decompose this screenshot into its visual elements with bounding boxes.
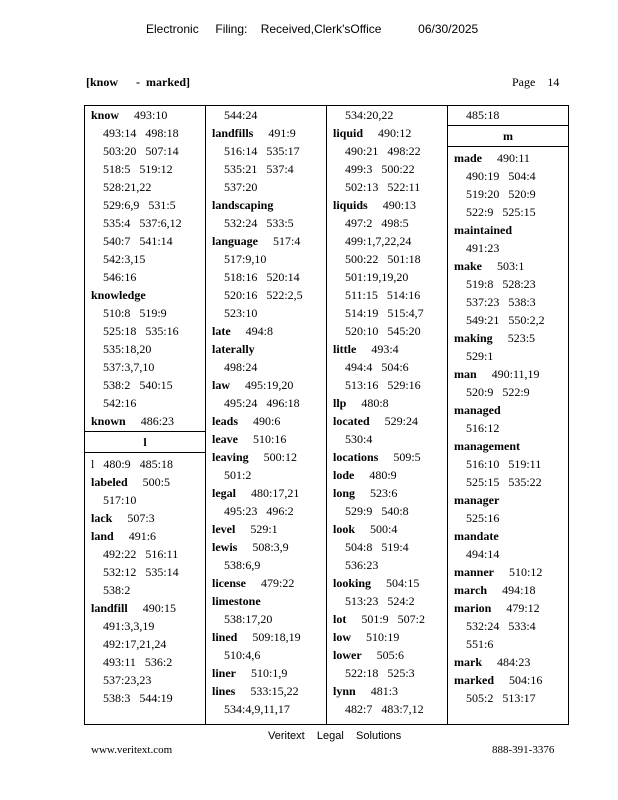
reference-line: 505:2 513:17: [466, 691, 536, 705]
entry-references: 500:12: [263, 450, 298, 464]
reference-line: 519:20 520:9: [466, 187, 536, 201]
entry-references: 500:4: [370, 522, 398, 536]
reference-line: 501:19,19,20: [345, 270, 409, 284]
index-entry: [206, 322, 326, 340]
reference-line: 538:17,20: [224, 612, 273, 626]
entry-word: marked: [454, 673, 494, 687]
index-entry: [327, 646, 447, 664]
reference-line: 490:21 498:22: [345, 144, 421, 158]
entry-word: lode: [333, 468, 355, 482]
reference-line: 503:20 507:14: [103, 144, 179, 158]
entry-references: 507:3: [127, 511, 155, 525]
entry-word: managed: [454, 403, 501, 417]
reference-line: 538:2 540:15: [103, 378, 173, 392]
entry-word: leads: [212, 414, 239, 428]
index-entry: [206, 340, 326, 358]
index-entry: [448, 365, 568, 383]
index-entry: [327, 610, 447, 628]
entry-references: 491:6: [128, 529, 157, 543]
index-column-4: [448, 106, 568, 724]
reference-line: 519:8 528:23: [466, 277, 536, 291]
entry-references: 490:11,19: [491, 367, 540, 381]
footer-company: Veritext Legal Solutions: [268, 730, 402, 742]
reference-line: 542:16: [103, 396, 137, 410]
index-entry: [327, 628, 447, 646]
reference-line: 511:15 514:16: [345, 288, 421, 302]
entry-word: lynn: [333, 684, 356, 698]
entry-word: known: [91, 414, 126, 428]
letter-heading: l: [85, 431, 205, 453]
reference-line: 537:23,23: [103, 673, 152, 687]
entry-word: know: [91, 108, 120, 122]
footer-website: www.veritext.com: [91, 744, 173, 756]
reference-line: 540:7 541:14: [103, 234, 173, 248]
entry-word: march: [454, 583, 488, 597]
reference-line: 513:23 524:2: [345, 594, 415, 608]
entry-word: leaving: [212, 450, 249, 464]
entry-references: 529:1: [250, 522, 278, 536]
index-entry: [85, 509, 205, 527]
index-entry: [327, 520, 447, 538]
letter-heading: m: [448, 125, 568, 147]
index-entry: [206, 574, 326, 592]
entry-word: law: [212, 378, 230, 392]
index-entry: [206, 412, 326, 430]
entry-word: low: [333, 630, 351, 644]
entry-word: locations: [333, 450, 379, 464]
entry-references: 509:5: [393, 450, 421, 464]
reference-line: 523:10: [224, 306, 258, 320]
entry-word: man: [454, 367, 477, 381]
entry-references: 490:13: [382, 198, 417, 212]
entry-word: lack: [91, 511, 113, 525]
reference-line: 542:3,15: [103, 252, 146, 266]
entry-word: leave: [212, 432, 238, 446]
reference-line: 530:4: [345, 432, 373, 446]
reference-line: 518:5 519:12: [103, 162, 173, 176]
reference-line: 534:4,9,11,17: [224, 702, 290, 716]
index-entry-plain: l 480:9 485:18: [91, 457, 174, 471]
entry-word: language: [212, 234, 259, 248]
index-entry: [448, 221, 568, 239]
reference-line: 534:20,22: [345, 108, 394, 122]
word-index-table: [84, 105, 569, 725]
index-entry: [85, 286, 205, 304]
entry-word: liquid: [333, 126, 364, 140]
reference-line: 537:20: [224, 180, 258, 194]
reference-line: 510:4,6: [224, 648, 261, 662]
entry-word: lined: [212, 630, 238, 644]
reference-line: 525:16: [466, 511, 500, 525]
entry-word: management: [454, 439, 520, 453]
reference-line: 501:2: [224, 468, 252, 482]
index-entry: [448, 401, 568, 419]
reference-line: 499:3 500:22: [345, 162, 415, 176]
index-entry: [448, 599, 568, 617]
entry-references: 494:8: [245, 324, 273, 338]
index-entry: [448, 563, 568, 581]
reference-line: 500:22 501:18: [345, 252, 421, 266]
index-entry: [327, 682, 447, 700]
index-entry: [448, 491, 568, 509]
entry-word: level: [212, 522, 236, 536]
page-number: Page 14: [512, 75, 560, 89]
entry-word: landscaping: [212, 198, 274, 212]
index-range: [know - marked]: [86, 75, 190, 89]
index-entry: [327, 448, 447, 466]
entry-word: making: [454, 331, 493, 345]
index-entry: [206, 592, 326, 610]
entry-word: lower: [333, 648, 362, 662]
reference-line: 516:10 519:11: [466, 457, 542, 471]
entry-references: 523:5: [507, 331, 536, 345]
entry-references: 479:22: [261, 576, 295, 590]
entry-references: 504:15: [386, 576, 420, 590]
index-entry: [327, 340, 447, 358]
entry-word: license: [212, 576, 246, 590]
reference-line: 498:24: [224, 360, 258, 374]
entry-references: 495:19,20: [245, 378, 294, 392]
index-entry: [448, 329, 568, 347]
entry-references: 500:5: [142, 475, 171, 489]
entry-word: landfill: [91, 601, 128, 615]
footer-phone: 888-391-3376: [492, 744, 555, 756]
entry-references: 494:18: [502, 583, 536, 597]
reference-line: 495:23 496:2: [224, 504, 294, 518]
index-entry: [206, 628, 326, 646]
reference-line: 546:16: [103, 270, 137, 284]
index-entry: [327, 484, 447, 502]
entry-word: liner: [212, 666, 236, 680]
reference-line: 535:18,20: [103, 342, 152, 356]
index-column-2: [206, 106, 327, 724]
index-entry: [327, 466, 447, 484]
entry-references: 484:23: [497, 655, 531, 669]
reference-line: 497:2 498:5: [345, 216, 409, 230]
index-column-3: [327, 106, 448, 724]
entry-references: 490:12: [378, 126, 412, 140]
reference-line: 536:23: [345, 558, 379, 572]
entry-word: land: [91, 529, 114, 543]
entry-references: 480:17,21: [251, 486, 300, 500]
entry-word: maintained: [454, 223, 513, 237]
reference-line: 538:2: [103, 583, 131, 597]
entry-references: 533:15,22: [250, 684, 299, 698]
entry-references: 480:8: [361, 396, 389, 410]
reference-line: 516:14 535:17: [224, 144, 300, 158]
entry-references: 486:23: [140, 414, 175, 428]
entry-references: 480:9: [369, 468, 397, 482]
entry-word: llp: [333, 396, 347, 410]
entry-word: mandate: [454, 529, 499, 543]
entry-references: 517:4: [273, 234, 301, 248]
index-entry: [85, 599, 205, 617]
index-entry: [206, 430, 326, 448]
index-entry: [448, 653, 568, 671]
index-entry: [206, 484, 326, 502]
reference-line: 495:24 496:18: [224, 396, 300, 410]
reference-line: 520:16 522:2,5: [224, 288, 303, 302]
entry-references: 508:3,9: [252, 540, 289, 554]
reference-line: 520:10 545:20: [345, 324, 421, 338]
entry-references: 490:15: [142, 601, 177, 615]
entry-references: 510:1,9: [251, 666, 288, 680]
entry-references: 529:24: [384, 414, 418, 428]
entry-word: limestone: [212, 594, 261, 608]
reference-line: 532:24 533:5: [224, 216, 294, 230]
filing-stamp: Electronic Filing: Received,Clerk'sOffice 06/30/2025: [146, 22, 479, 36]
reference-line: 535:21 537:4: [224, 162, 294, 176]
reference-line: 513:16 529:16: [345, 378, 421, 392]
entry-references: 523:6: [370, 486, 398, 500]
reference-line: 494:14: [466, 547, 500, 561]
reference-line: 494:4 504:6: [345, 360, 409, 374]
index-entry: [448, 671, 568, 689]
reference-line: 529:9 540:8: [345, 504, 409, 518]
entry-word: look: [333, 522, 356, 536]
reference-line: 492:17,21,24: [103, 637, 167, 651]
reference-line: 525:15 535:22: [466, 475, 542, 489]
entry-references: 493:4: [371, 342, 399, 356]
entry-word: lot: [333, 612, 347, 626]
entry-word: lines: [212, 684, 236, 698]
index-entry: [327, 574, 447, 592]
entry-word: long: [333, 486, 356, 500]
index-entry: [327, 394, 447, 412]
index-entry: [327, 124, 447, 142]
reference-line: 525:18 535:16: [103, 324, 179, 338]
reference-line: 499:1,7,22,24: [345, 234, 412, 248]
entry-references: 481:3: [370, 684, 399, 698]
entry-references: 510:16: [253, 432, 287, 446]
entry-word: located: [333, 414, 370, 428]
entry-references: 493:10: [134, 108, 168, 122]
index-entry: [448, 149, 568, 167]
entry-references: 501:9 507:2: [361, 612, 426, 626]
entry-references: 490:11: [497, 151, 530, 165]
entry-references: 509:18,19: [252, 630, 301, 644]
reference-line: 517:10: [103, 493, 137, 507]
reference-line: 532:12 535:14: [103, 565, 179, 579]
index-entry: [206, 232, 326, 250]
reference-line: 490:19 504:4: [466, 169, 536, 183]
reference-line: 535:4 537:6,12: [103, 216, 182, 230]
entry-word: knowledge: [91, 288, 146, 302]
index-entry: [206, 448, 326, 466]
reference-line: 551:6: [466, 637, 494, 651]
reference-line: 520:9 522:9: [466, 385, 530, 399]
reference-line: 532:24 533:4: [466, 619, 536, 633]
index-entry: [327, 412, 447, 430]
reference-line: 516:12: [466, 421, 500, 435]
entry-word: mark: [454, 655, 482, 669]
index-entry: [448, 437, 568, 455]
entry-word: looking: [333, 576, 372, 590]
entry-word: lewis: [212, 540, 238, 554]
entry-word: labeled: [91, 475, 128, 489]
index-entry: [448, 527, 568, 545]
entry-word: late: [212, 324, 231, 338]
reference-line: 504:8 519:4: [345, 540, 409, 554]
reference-line: 491:3,3,19: [103, 619, 155, 633]
reference-line: 517:9,10: [224, 252, 267, 266]
reference-line: 514:19 515:4,7: [345, 306, 424, 320]
reference-line: 522:9 525:15: [466, 205, 536, 219]
entry-word: little: [333, 342, 357, 356]
reference-line: 510:8 519:9: [103, 306, 167, 320]
reference-line: 549:21 550:2,2: [466, 313, 545, 327]
reference-line: 522:18 525:3: [345, 666, 415, 680]
reference-line: 491:23: [466, 241, 500, 255]
entry-word: make: [454, 259, 482, 273]
reference-line: 537:23 538:3: [466, 295, 536, 309]
index-entry: [206, 124, 326, 142]
entry-references: 490:6: [253, 414, 281, 428]
index-entry: [206, 682, 326, 700]
entry-references: 479:12: [506, 601, 540, 615]
entry-word: manner: [454, 565, 494, 579]
reference-line: 528:21,22: [103, 180, 152, 194]
reference-line: 538:3 544:19: [103, 691, 173, 705]
reference-line: 485:18: [466, 108, 500, 122]
reference-line: 493:14 498:18: [103, 126, 179, 140]
entry-references: 503:1: [497, 259, 525, 273]
entry-word: manager: [454, 493, 500, 507]
index-entry: [206, 376, 326, 394]
index-entry: [85, 412, 205, 430]
entry-references: 504:16: [509, 673, 543, 687]
entry-word: liquids: [333, 198, 368, 212]
entry-references: 491:9: [268, 126, 296, 140]
entry-word: legal: [212, 486, 236, 500]
reference-line: 518:16 520:14: [224, 270, 300, 284]
index-entry: [448, 581, 568, 599]
index-entry: [448, 257, 568, 275]
index-entry: [206, 196, 326, 214]
index-entry: [85, 473, 205, 491]
index-entry: [85, 106, 205, 124]
entry-word: marion: [454, 601, 492, 615]
reference-line: 544:24: [224, 108, 258, 122]
entry-references: 510:19: [366, 630, 400, 644]
index-entry: [206, 538, 326, 556]
entry-word: laterally: [212, 342, 255, 356]
reference-line: 502:13 522:11: [345, 180, 421, 194]
reference-line: 529:1: [466, 349, 494, 363]
reference-line: 492:22 516:11: [103, 547, 179, 561]
reference-line: 482:7 483:7,12: [345, 702, 424, 716]
reference-line: 493:11 536:2: [103, 655, 173, 669]
entry-word: made: [454, 151, 482, 165]
index-column-1: [85, 106, 206, 724]
index-entry: [85, 527, 205, 545]
reference-line: 529:6,9 531:5: [103, 198, 176, 212]
entry-references: 505:6: [376, 648, 404, 662]
index-entry: [206, 664, 326, 682]
reference-line: 537:3,7,10: [103, 360, 155, 374]
index-entry: [206, 520, 326, 538]
reference-line: 538:6,9: [224, 558, 261, 572]
entry-word: landfills: [212, 126, 254, 140]
entry-references: 510:12: [509, 565, 543, 579]
index-entry: [327, 196, 447, 214]
